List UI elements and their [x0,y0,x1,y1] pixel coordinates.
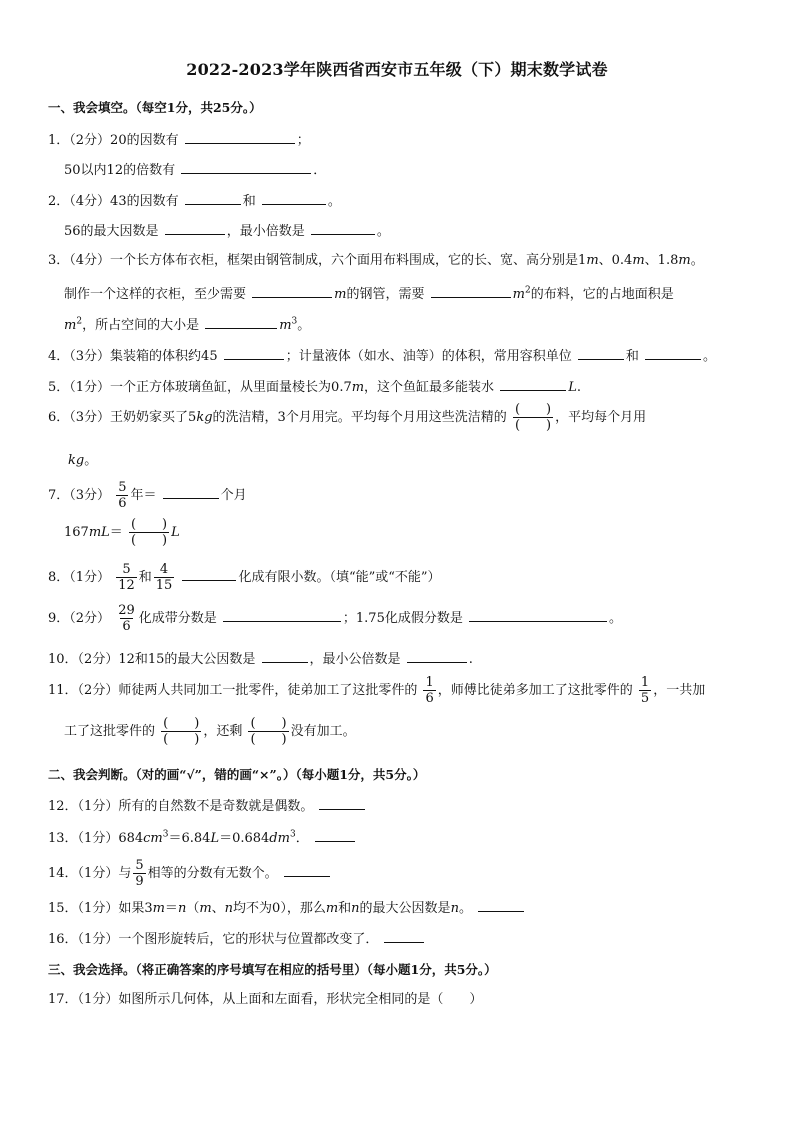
answer-blank[interactable] [645,346,701,360]
question-13: 13．（1分）$684cm^3=6.84L=0.684dm^3$． [48,828,357,848]
answer-blank[interactable] [319,796,365,810]
question-2: 2．（4分）43的因数有 和 。 [48,191,341,211]
section-3-heading: 三、我会选择。（将正确答案的序号填写在相应的括号里）（每小题1分，共5分。） [48,962,497,977]
question-3-part-3: $m^2$，所占空间的大小是 $m^3$。 [64,316,311,333]
answer-blank[interactable] [205,315,277,329]
question-7: 7．（3分） $\frac{5}{6}$ 年＝ 个月 [48,480,247,511]
answer-blank[interactable] [185,191,241,205]
fraction-answer-box[interactable]: $\frac{( )}{( )}$ [130,517,168,548]
fraction: $\frac{4}{15}$ [155,562,173,593]
answer-blank[interactable] [224,346,284,360]
fraction: $\frac{1}{6}$ [425,675,434,706]
question-9: 9．（2分） $\frac{29}{6}$ 化成带分数是 ；1.75化成假分数是 。 [48,603,622,634]
answer-blank[interactable] [478,898,524,912]
fraction-answer-box[interactable]: $\frac{( )}{( )}$ [163,716,200,747]
answer-blank[interactable] [315,828,355,842]
answer-blank[interactable] [182,567,236,581]
fraction: $\frac{29}{6}$ [118,603,135,634]
question-6-part-2: kg。 [68,453,98,468]
answer-blank[interactable] [311,221,375,235]
question-2-part-2: 56的最大因数是 ，最小倍数是 。 [64,221,390,241]
answer-blank[interactable] [407,649,467,663]
fraction: $\frac{5}{6}$ [118,480,127,511]
question-10: 10．（2分）12和15的最大公因数是 ，最小公倍数是 . [48,649,473,669]
question-5: 5．（1分）一个正方体玻璃鱼缸，从里面量棱长为0.7m，这个鱼缸最多能装水 L. [48,377,581,397]
question-8: 8．（1分） $\frac{5}{12}$ 和 $\frac{4}{15}$ 化成有限小数。（填“能”或“不能”） [48,562,441,593]
answer-blank[interactable] [223,608,341,622]
question-3: 3．（4分）一个长方体布衣柜，框架由钢管制成，六个面用布料围成，它的长、宽、高分别是1m、0.4m、1.8m。 [48,253,704,268]
question-16: 16．（1分）一个图形旋转后，它的形状与位置都改变了． [48,929,426,949]
fraction-answer-box[interactable]: $\frac{( )}{( )}$ [514,402,552,433]
section-1-heading: 一、我会填空。（每空1分，共25分。） [48,100,262,115]
answer-blank[interactable] [165,221,225,235]
answer-blank[interactable] [384,929,424,943]
question-11: 11．（2分）师徒两人共同加工一批零件，徒弟加工了这批零件的 $\frac{1}{6}$ ，师傅比徒弟多加工了这批零件的 $\frac{1}{5}$ ，一共加 [48,675,706,706]
question-4: 4．（3分）集装箱的体积约45 ；计量液体（如水、油等）的体积，常用容积单位 和 。 [48,346,716,366]
answer-blank[interactable] [252,284,332,298]
question-3-part-2: 制作一个这样的衣柜，至少需要 m的钢管，需要 $m^2$的布料，它的占地面积是 [64,285,674,302]
section-2-heading: 二、我会判断。（对的画“√”，错的画“×”。）（每小题1分，共5分。） [48,767,426,782]
answer-blank[interactable] [163,485,219,499]
answer-blank[interactable] [469,608,607,622]
question-6: 6．（3分）王奶奶家买了5kg的洗洁精，3个月用完。平均每个月用这些洗洁精的 $\frac{( )}{( )}$ ，平均每个月用 [48,402,647,433]
question-1: 1．（2分）20的因数有 ； [48,130,310,150]
question-1-part-2: 50以内12的倍数有 ． [64,160,326,180]
answer-blank[interactable] [578,346,624,360]
answer-blank[interactable] [284,863,330,877]
question-14: 14．（1分）与 $\frac{5}{9}$ 相等的分数有无数个。 [48,858,332,889]
question-17: 17．（1分）如图所示几何体，从上面和左面看，形状完全相同的是（ ） [48,992,483,1007]
question-11-part-2: 工了这批零件的 $\frac{( )}{( )}$ ，还剩 $\frac{( )}{( )}$ 没有加工。 [64,716,356,747]
answer-blank[interactable] [262,191,326,205]
answer-blank[interactable] [500,377,566,391]
answer-blank[interactable] [262,649,308,663]
answer-blank[interactable] [181,160,311,174]
fraction: $\frac{5}{12}$ [118,562,135,593]
fraction: $\frac{1}{5}$ [640,675,650,706]
answer-blank[interactable] [185,130,295,144]
fraction: $\frac{5}{9}$ [135,858,144,889]
question-12: 12．（1分）所有的自然数不是奇数就是偶数。 [48,796,367,816]
answer-blank[interactable] [431,284,511,298]
page-title: 2022-2023学年陕西省西安市五年级（下）期末数学试卷 [186,60,608,79]
question-15: 15．（1分）如果3m＝n（m、n均不为0），那么m和n的最大公因数是n。 [48,898,526,918]
fraction-answer-box[interactable]: $\frac{( )}{( )}$ [250,716,287,747]
question-7-part-2: 167mL＝ $\frac{( )}{( )}$ L [64,517,180,548]
